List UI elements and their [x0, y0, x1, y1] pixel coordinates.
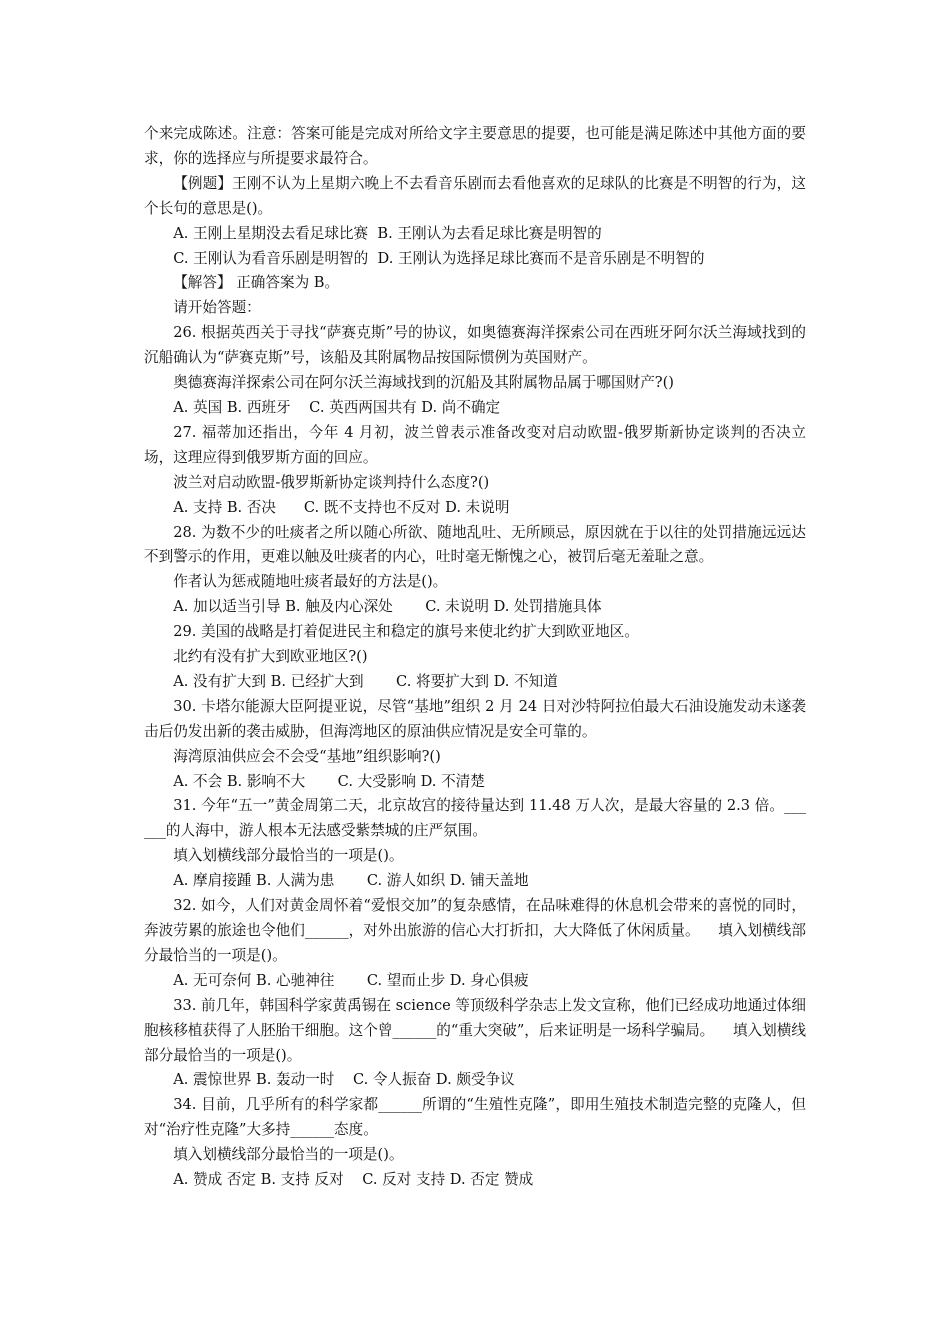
question-28-prompt: 作者认为惩戒随地吐痰者最好的方法是()。 [173, 573, 448, 591]
question-30-prompt: 海湾原油供应会不会受“基地”组织影响?() [173, 747, 441, 765]
intro-instructions: 个来完成陈述。注意：答案可能是完成对所给文字主要意思的提要，也可能是满足陈述中其他方面的要求，你的选择应与所提要求最符合。 [144, 125, 806, 167]
question-30-passage: 30. 卡塔尔能源大臣阿提亚说，尽管“基地”组织 2 月 24 日对沙特阿拉伯最大石油设施发动未遂袭击后仍发出新的袭击威胁，但海湾地区的原油供应情况是安全可靠的。 [144, 697, 806, 740]
question-34-passage: 34. 目前，几乎所有的科学家都______所谓的“生殖性克隆”，即用生殖技术制造完整的克隆人，但对“治疗性克隆”大多持______态度。 [144, 1096, 806, 1139]
question-27-passage: 27. 福蒂加还指出，今年 4 月初，波兰曾表示准备改变对启动欧盟-俄罗斯新协定谈判的否决立场，这理应得到俄罗斯方面的回应。 [144, 423, 806, 466]
question-27-prompt: 波兰对启动欧盟-俄罗斯新协定谈判持什么态度?() [173, 473, 490, 491]
question-32-options: A. 无可奈何 B. 心驰神往 C. 望而止步 D. 身心俱疲 [173, 971, 529, 989]
question-26-options: A. 英国 B. 西班牙 C. 英西两国共有 D. 尚不确定 [173, 398, 501, 416]
example-answer: 【解答】 正确答案为 B。 [173, 274, 340, 292]
question-26-passage: 26. 根据英西关于寻找“萨赛克斯”号的协议，如奥德赛海洋探索公司在西班牙阿尔沃兰海域找到的沉船确认为“萨赛克斯”号，该船及其附属物品按国际惯例为英国财产。 [144, 324, 806, 367]
question-26-prompt: 奥德赛海洋探索公司在阿尔沃兰海域找到的沉船及其附属物品属于哪国财产?() [173, 374, 674, 392]
question-27-options: A. 支持 B. 否决 C. 既不支持也不反对 D. 未说明 [173, 498, 510, 516]
question-31-options: A. 摩肩接踵 B. 人满为患 C. 游人如织 D. 铺天盖地 [173, 872, 529, 890]
example-options-cd: C. 王刚认为看音乐剧是明智的 D. 王刚认为选择足球比赛而不是音乐剧是不明智的 [173, 249, 705, 267]
question-31-prompt: 填入划横线部分最恰当的一项是()。 [173, 847, 404, 865]
question-34-options: A. 赞成 否定 B. 支持 反对 C. 反对 支持 D. 否定 赞成 [173, 1171, 534, 1189]
document-page [144, 122, 806, 1193]
example-question: 【例题】王刚不认为上星期六晚上不去看音乐剧而去看他喜欢的足球队的比赛是不明智的行为，这个长句的意思是()。 [144, 174, 806, 217]
question-30-options: A. 不会 B. 影响不大 C. 大受影响 D. 不清楚 [173, 772, 485, 790]
question-31-passage: 31. 今年“五一”黄金周第二天，北京故宫的接待量达到 11.48 万人次，是最大容量的 2.3 倍。______的人海中，游人根本无法感受紫禁城的庄严氛围。 [144, 797, 806, 840]
question-34-prompt: 填入划横线部分最恰当的一项是()。 [173, 1146, 404, 1164]
question-29-options: A. 没有扩大到 B. 已经扩大到 C. 将要扩大到 D. 不知道 [173, 672, 558, 690]
question-33-options: A. 震惊世界 B. 轰动一时 C. 令人振奋 D. 颇受争议 [173, 1071, 515, 1089]
question-28-options: A. 加以适当引导 B. 触及内心深处 C. 未说明 D. 处罚措施具体 [173, 598, 602, 616]
question-28-passage: 28. 为数不少的吐痰者之所以随心所欲、随地乱吐、无所顾忌，原因就在于以往的处罚措施远远达不到警示的作用，更难以触及吐痰者的内心，吐时毫无惭愧之心，被罚后毫无羞耻之意。 [144, 523, 806, 566]
question-32-passage: 32. 如今，人们对黄金周怀着“爱恨交加”的复杂感情，在品味难得的休息机会带来的喜悦的同时，奔波劳累的旅途也令他们______，对外出旅游的信心大打折扣，大大降低了休闲质量。 填入划横线部分最恰当的一项是()。 [144, 897, 806, 964]
question-29-passage: 29. 美国的战略是打着促进民主和稳定的旗号来使北约扩大到欧亚地区。 [173, 623, 639, 641]
question-33-passage: 33. 前几年，韩国科学家黄禹锡在 science 等顶级科学杂志上发文宣称，他们已经成功地通过体细胞核移植获得了人胚胎干细胞。这个曾______的“重大突破”，后来证明是一场科学骗局。 填入划横线部分最恰当的一项是()。 [144, 996, 806, 1064]
start-prompt: 请开始答题： [173, 299, 261, 317]
question-29-prompt: 北约有没有扩大到欧亚地区?() [173, 648, 368, 666]
example-options-ab: A. 王刚上星期没去看足球比赛 B. 王刚认为去看足球比赛是明智的 [173, 224, 602, 242]
